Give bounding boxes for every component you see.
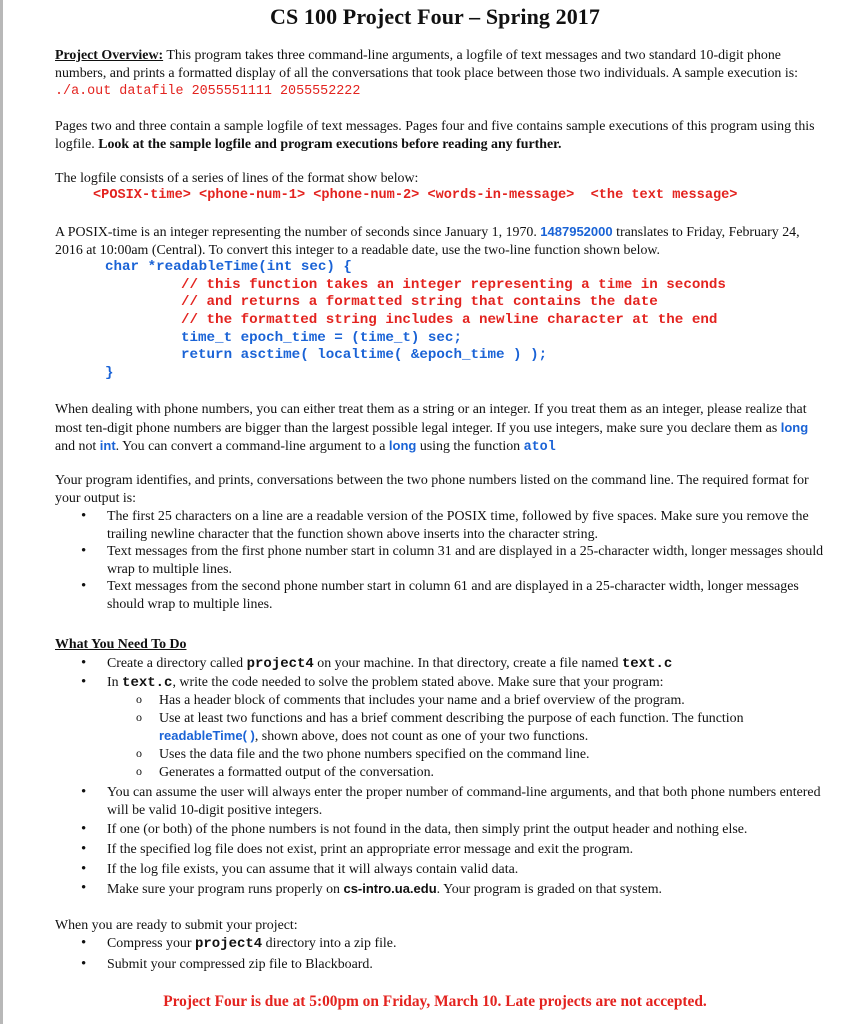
- list-item: • If one (or both) of the phone numbers is not found in the data, then simply print the output header and nothing else.: [55, 821, 825, 839]
- list-item: [55, 710, 825, 746]
- document-page: [3, 0, 867, 1024]
- code-comment-1: // this function takes an integer representing a time in seconds: [181, 277, 726, 293]
- list-item: [55, 935, 825, 954]
- todo-heading-text: What You Need To Do: [55, 637, 187, 652]
- list-item: • If the log file exists, you can assume that it will always contain valid data.: [55, 861, 825, 879]
- long-keyword: long: [780, 419, 809, 435]
- long-keyword-2: long: [388, 438, 417, 454]
- list-item: [55, 655, 825, 674]
- pages-bold-note: Look at the sample logfile and program executions before reading any further.: [98, 136, 562, 152]
- list-item: o Has a header block of comments that includes your name and a brief overview of the program.: [55, 692, 825, 710]
- pages-paragraph: [55, 118, 825, 153]
- pages-text: Pages two and three contain a sample logfile of text messages. Pages four and five contains sample executions of this program using this logfile.: [55, 119, 815, 152]
- todo-list: [55, 655, 825, 899]
- overview-paragraph: [55, 47, 825, 101]
- phone-text-1: When dealing with phone numbers, you can either treat them as a string or an integer. If you treat them as an integer, please realize that most ten-digit phone numbers are bigger than the largest possible legal integer. If you use integers, make sure you declare them as: [55, 402, 807, 436]
- format-intro: The logfile consists of a series of lines of the format show below:: [55, 171, 419, 186]
- file-name: text.c: [122, 674, 173, 691]
- output-format-list: [55, 508, 825, 614]
- todo-b2-pre: In: [107, 674, 123, 690]
- file-name: text.c: [621, 656, 673, 672]
- list-item: • If the specified log file does not exist, print an appropriate error message and exit the program.: [55, 841, 825, 859]
- code-comment-2: // and returns a formatted string that contains the date: [181, 294, 658, 310]
- atol-function: atol: [523, 440, 556, 456]
- list-item: o Generates a formatted output of the conversation.: [55, 764, 825, 782]
- code-comment-3: // the formatted string includes a newline character at the end: [181, 312, 718, 328]
- program-requirements: [55, 692, 825, 781]
- logfile-format: <POSIX-time> <phone-num-1> <phone-num-2> <words-in-message> <the text message>: [93, 188, 738, 203]
- phone-text-2: and not: [55, 439, 100, 455]
- overview-text: This program takes three command-line arguments, a logfile of text messages and two standard 10-digit phone numbers, and prints a formatted display of all the conversations that took place between those two individuals. A sample execution is:: [55, 48, 798, 81]
- list-item: • The first 25 characters on a line are a readable version of the POSIX time, followed by five spaces. Make sure you remove the trailing newline character that the function shown above inserts into the character string.: [55, 508, 825, 543]
- todo-b7-pre: Make sure your program runs properly on: [107, 882, 344, 898]
- overview-heading: Project Overview:: [55, 48, 164, 63]
- submit-list: [55, 935, 825, 973]
- submit-s1-pre: Compress your: [107, 936, 195, 951]
- directory-name: project4: [194, 936, 263, 952]
- phone-text-4: using the function: [416, 439, 524, 455]
- posix-example-number: 1487952000: [540, 224, 613, 239]
- int-keyword: int: [99, 438, 116, 454]
- code-line-2: return asctime( localtime( &epoch_time ) );: [181, 347, 548, 363]
- list-item: [55, 880, 825, 899]
- list-item: o Uses the data file and the two phone numbers specified on the command line.: [55, 746, 825, 764]
- list-item: • Text messages from the second phone number start in column 61 and are displayed in a 25-character width, longer messages should wrap to multiple lines.: [55, 578, 825, 613]
- code-close-brace: }: [105, 365, 114, 381]
- phone-text-3: . You can convert a command-line argument to a: [115, 439, 389, 455]
- todo-heading: [55, 636, 825, 654]
- list-item: [55, 674, 825, 782]
- directory-name: project4: [246, 656, 314, 672]
- page-title: CS 100 Project Four – Spring 2017: [269, 4, 601, 29]
- list-item: • Submit your compressed zip file to Blackboard.: [55, 956, 825, 974]
- todo-b1-mid: on your machine. In that directory, create a file named: [313, 656, 622, 671]
- server-host: cs-intro.ua.edu: [343, 881, 437, 897]
- list-item: • Text messages from the first phone number start in column 31 and are displayed in a 25-character width, longer messages should wrap to multiple lines.: [55, 543, 825, 578]
- posix-paragraph: [55, 223, 825, 259]
- due-date-notice: Project Four is due at 5:00pm on Friday, March 10. Late projects are not accepted.: [163, 993, 707, 1010]
- list-item: • You can assume the user will always enter the proper number of command-line arguments, and that both phone numbers entered will be valid 10-digit positive integers.: [55, 784, 825, 819]
- todo-b7-post: . Your program is graded on that system.: [436, 882, 662, 898]
- submit-intro: When you are ready to submit your project:: [55, 918, 298, 933]
- todo-b2-post: , write the code needed to solve the problem stated above. Make sure that your program:: [172, 674, 664, 690]
- sub2-pre: Use at least two functions and has a brief comment describing the purpose of each function. The function: [159, 710, 744, 726]
- submit-s1-post: directory into a zip file.: [262, 936, 397, 951]
- code-line-1: time_t epoch_time = (time_t) sec;: [181, 330, 462, 346]
- output-intro: Your program identifies, and prints, conversations between the two phone numbers listed on the command line. The required format for your output is:: [55, 473, 809, 506]
- code-signature: char *readableTime(int sec) {: [105, 259, 352, 275]
- posix-text-post: translates to Friday, February 24, 2016 at 10:00am (Central). To convert this integer to a readable date, use the two-line function shown below.: [55, 225, 800, 258]
- readable-time-function: readableTime( ): [159, 728, 255, 744]
- sub2-post: , shown above, does not count as one of your two functions.: [254, 729, 589, 745]
- phone-paragraph: [55, 401, 825, 457]
- todo-b1-text: Create a directory called: [107, 656, 247, 671]
- posix-text-pre: A POSIX-time is an integer representing the number of seconds since January 1, 1970.: [55, 225, 541, 240]
- sample-command: ./a.out datafile 2055551111 2055552222: [55, 84, 361, 100]
